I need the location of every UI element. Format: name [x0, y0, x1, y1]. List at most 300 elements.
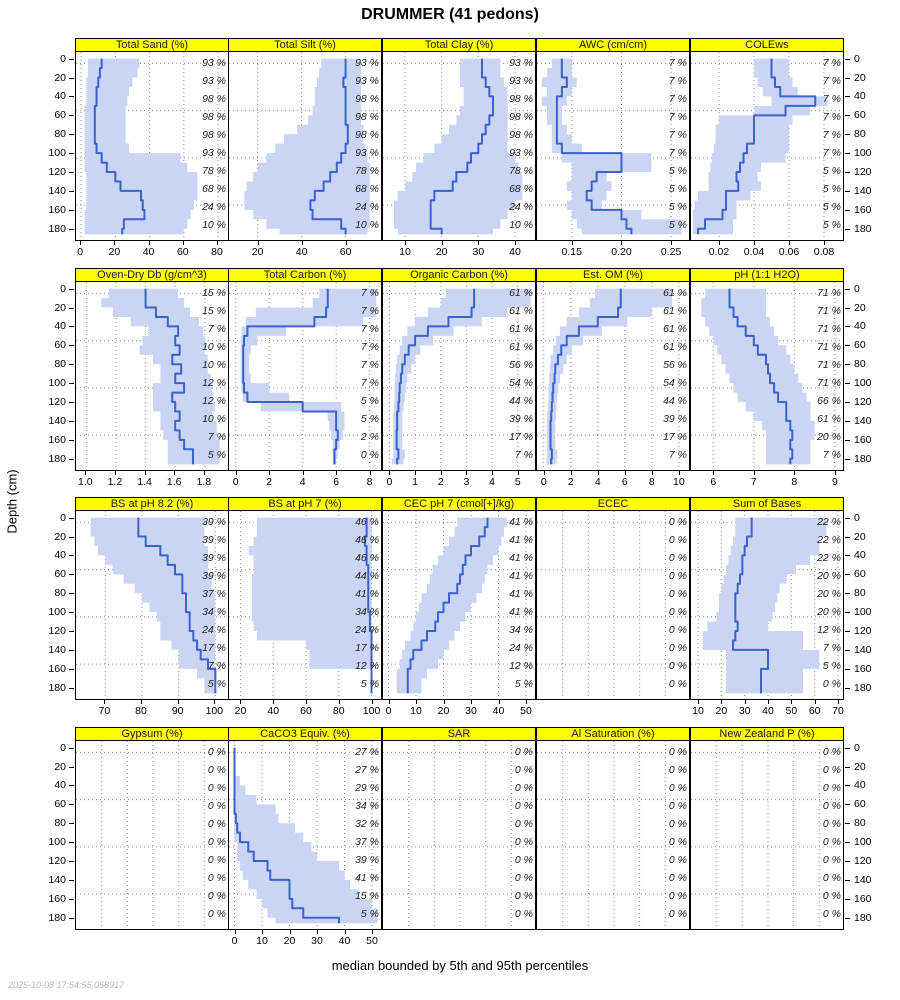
contributing-fraction-label: 61 %	[509, 341, 533, 353]
contributing-fraction-label: 7 %	[822, 57, 841, 69]
contributing-fraction-label: 0 %	[514, 818, 533, 830]
contributing-fraction-label: 5 %	[668, 165, 687, 177]
contributing-fraction-label: 7 %	[668, 111, 687, 123]
depth-tick-mark	[845, 210, 850, 211]
contributing-fraction-label: 61 %	[663, 305, 687, 317]
x-tick-label: 60	[300, 705, 312, 717]
x-axis-oven-dry-db	[75, 471, 229, 487]
x-tick-mark	[444, 700, 445, 704]
depth-tick-label: 40	[54, 549, 66, 562]
contributing-fraction-label: 10 %	[202, 413, 226, 425]
depth-tick-mark	[69, 593, 74, 594]
contributing-fraction-label: 0 %	[514, 908, 533, 920]
depth-tick-mark	[69, 785, 74, 786]
contributing-fraction-label: 5 %	[822, 183, 841, 195]
panel-plot-total-clay	[382, 52, 536, 241]
contributing-fraction-label: 71 %	[817, 377, 841, 389]
contributing-fraction-label: 0 %	[668, 782, 687, 794]
x-tick-mark	[85, 471, 86, 475]
x-axis-total-sand	[75, 241, 229, 257]
depth-tick-label: 0	[854, 741, 860, 754]
depth-tick-label: 160	[854, 662, 872, 675]
depth-tick-mark	[845, 767, 850, 768]
depth-tick-mark	[845, 229, 850, 230]
depth-tick-mark	[69, 289, 74, 290]
x-tick-label: 6	[333, 476, 340, 488]
contributing-fraction-label: 10 %	[202, 341, 226, 353]
x-tick-mark	[217, 241, 218, 245]
panel-strip-awc: AWC (cm/cm)	[536, 38, 690, 52]
contributing-fraction-label: 0 %	[668, 660, 687, 672]
x-tick-mark	[754, 471, 755, 475]
contributing-fraction-label: 7 %	[822, 75, 841, 87]
depth-tick-mark	[845, 555, 850, 556]
contributing-fraction-label: 61 %	[509, 287, 533, 299]
depth-tick-label: 20	[854, 760, 866, 773]
depth-tick-mark	[845, 96, 850, 97]
depth-tick-label: 120	[48, 855, 66, 867]
depth-tick-label: 180	[854, 452, 872, 465]
panel-plot-sar	[382, 741, 536, 930]
x-tick-label: 3	[463, 476, 470, 488]
contributing-fraction-label: 54 %	[509, 377, 533, 389]
x-tick-mark	[478, 241, 479, 245]
depth-tick-label: 160	[48, 203, 66, 216]
depth-tick-label: 120	[854, 625, 872, 637]
x-tick-label: 8	[791, 476, 798, 488]
contributing-fraction-label: 0 %	[822, 890, 841, 902]
x-tick-mark	[719, 241, 720, 245]
contributing-fraction-label: 0 %	[668, 552, 687, 564]
depth-tick-label: 20	[854, 71, 866, 84]
contributing-fraction-label: 0 %	[207, 872, 226, 884]
x-tick-label: 8	[366, 476, 373, 488]
contributing-fraction-label: 98 %	[509, 93, 533, 105]
depth-tick-label: 40	[854, 549, 866, 562]
panel-plot-sum-of-bases	[690, 511, 844, 700]
x-tick-mark	[789, 241, 790, 245]
contributing-fraction-label: 10 %	[509, 219, 533, 231]
panel-cec-ph-7	[382, 497, 536, 700]
x-tick-label: 4	[299, 476, 306, 488]
contributing-fraction-label: 0 %	[360, 449, 379, 461]
x-tick-mark	[824, 241, 825, 245]
x-tick-mark	[405, 241, 406, 245]
depth-tick-mark	[69, 555, 74, 556]
contributing-fraction-label: 39 %	[202, 570, 226, 582]
contributing-fraction-label: 7 %	[207, 431, 226, 443]
contributing-fraction-label: 34 %	[355, 606, 379, 618]
x-axis-organic-carbon	[383, 471, 537, 487]
depth-tick-label: 180	[854, 681, 872, 694]
contributing-fraction-label: 41 %	[509, 606, 533, 618]
contributing-fraction-label: 68 %	[509, 183, 533, 195]
contributing-fraction-label: 24 %	[202, 201, 226, 213]
depth-tick-mark	[845, 345, 850, 346]
panel-organic-carbon	[382, 268, 536, 471]
x-tick-mark	[621, 241, 622, 245]
contributing-fraction-label: 0 %	[207, 818, 226, 830]
contributing-fraction-label: 39 %	[202, 516, 226, 528]
contributing-fraction-label: 0 %	[207, 746, 226, 758]
panel-strip-total-silt: Total Silt (%)	[228, 38, 382, 52]
contributing-fraction-label: 37 %	[355, 836, 379, 848]
panel-strip-gypsum: Gypsum (%)	[75, 727, 229, 741]
x-tick-label: 40	[295, 246, 308, 258]
depth-tick-label: 140	[854, 643, 872, 656]
x-tick-mark	[815, 700, 816, 704]
depth-tick-mark	[69, 669, 74, 670]
x-tick-label: 20	[251, 246, 264, 258]
depth-tick-mark	[69, 308, 74, 309]
contributing-fraction-label: 7 %	[822, 642, 841, 654]
depth-tick-mark	[69, 172, 74, 173]
depth-tick-mark	[69, 421, 74, 422]
contributing-fraction-label: 0 %	[207, 782, 226, 794]
x-tick-label: 2	[437, 476, 444, 488]
depth-tick-mark	[69, 115, 74, 116]
contributing-fraction-label: 71 %	[817, 305, 841, 317]
contributing-fraction-label: 0 %	[514, 836, 533, 848]
contributing-fraction-label: 0 %	[668, 588, 687, 600]
depth-tick-label: 60	[54, 798, 66, 811]
contributing-fraction-label: 0 %	[822, 836, 841, 848]
contributing-fraction-label: 0 %	[207, 800, 226, 812]
x-tick-mark	[141, 700, 142, 704]
panel-strip-ph: pH (1:1 H2O)	[690, 268, 844, 282]
contributing-fraction-label: 71 %	[817, 323, 841, 335]
contributing-fraction-label: 0 %	[668, 746, 687, 758]
x-tick-mark	[713, 471, 714, 475]
x-tick-label: 6	[710, 476, 717, 488]
x-axis-ph	[691, 471, 845, 487]
contributing-fraction-label: 22 %	[817, 534, 841, 546]
x-tick-label: 1.0	[78, 476, 93, 488]
depth-tick-mark	[845, 134, 850, 135]
x-tick-label: 50	[520, 705, 532, 717]
contributing-fraction-label: 15 %	[202, 305, 226, 317]
contributing-fraction-label: 78 %	[202, 165, 226, 177]
depth-tick-label: 40	[54, 779, 66, 792]
x-tick-mark	[671, 241, 672, 245]
x-tick-label: 100	[205, 705, 224, 717]
contributing-fraction-label: 10 %	[202, 359, 226, 371]
panel-new-zealand-p	[690, 727, 844, 930]
depth-tick-label: 160	[854, 892, 872, 905]
depth-tick-mark	[845, 593, 850, 594]
depth-tick-label: 0	[854, 511, 860, 524]
x-tick-label: 0	[231, 935, 238, 947]
depth-tick-label: 180	[854, 222, 872, 235]
contributing-fraction-label: 39 %	[355, 854, 379, 866]
contributing-fraction-label: 7 %	[668, 129, 687, 141]
contributing-fraction-label: 34 %	[202, 606, 226, 618]
panel-plot-caco3-equiv	[228, 741, 382, 930]
depth-tick-mark	[69, 364, 74, 365]
contributing-fraction-label: 0 %	[668, 606, 687, 618]
depth-tick-mark	[69, 78, 74, 79]
contributing-fraction-label: 0 %	[514, 872, 533, 884]
contributing-fraction-label: 0 %	[668, 570, 687, 582]
depth-tick-mark	[69, 899, 74, 900]
x-tick-mark	[471, 700, 472, 704]
depth-tick-label: 40	[854, 320, 866, 333]
x-tick-mark	[791, 700, 792, 704]
x-tick-label: 10	[692, 705, 704, 717]
depth-tick-label: 20	[854, 530, 866, 543]
depth-tick-mark	[69, 96, 74, 97]
panel-plot-bs-ph-82	[75, 511, 229, 700]
contributing-fraction-label: 61 %	[509, 305, 533, 317]
x-tick-label: 1.4	[137, 476, 152, 488]
contributing-fraction-label: 17 %	[355, 642, 379, 654]
depth-tick-mark	[69, 440, 74, 441]
depth-tick-mark	[845, 650, 850, 651]
depth-tick-label: 0	[60, 282, 66, 295]
depth-tick-label: 20	[54, 760, 66, 773]
x-tick-label: 20	[283, 935, 296, 947]
contributing-fraction-label: 98 %	[355, 111, 379, 123]
contributing-fraction-label: 5 %	[822, 165, 841, 177]
contributing-fraction-label: 7 %	[822, 449, 841, 461]
depth-tick-label: 20	[54, 71, 66, 84]
x-tick-mark	[262, 930, 263, 934]
x-tick-mark	[499, 700, 500, 704]
depth-tick-label: 40	[854, 90, 866, 103]
contributing-fraction-label: 34 %	[355, 800, 379, 812]
depth-tick-mark	[845, 364, 850, 365]
contributing-fraction-label: 68 %	[202, 183, 226, 195]
contributing-fraction-label: 5 %	[360, 908, 379, 920]
contributing-fraction-label: 54 %	[663, 377, 687, 389]
contributing-fraction-label: 15 %	[355, 890, 379, 902]
depth-tick-label: 100	[48, 147, 66, 160]
contributing-fraction-label: 93 %	[509, 57, 533, 69]
depth-tick-mark	[69, 191, 74, 192]
panel-strip-al-saturation: Al Saturation (%)	[536, 727, 690, 741]
x-tick-label: 60	[176, 246, 189, 258]
x-tick-mark	[317, 930, 318, 934]
x-tick-label: 2	[266, 476, 273, 488]
contributing-fraction-label: 12 %	[509, 660, 533, 672]
contributing-fraction-label: 39 %	[663, 413, 687, 425]
contributing-fraction-label: 61 %	[663, 341, 687, 353]
depth-tick-label: 80	[854, 128, 866, 141]
contributing-fraction-label: 17 %	[202, 642, 226, 654]
contributing-fraction-label: 5 %	[360, 395, 379, 407]
x-tick-label: 0	[77, 246, 84, 258]
subtitle-caption: median bounded by 5th and 95th percentiles	[331, 958, 589, 973]
contributing-fraction-label: 32 %	[355, 818, 379, 830]
depth-tick-mark	[69, 612, 74, 613]
x-tick-mark	[625, 471, 626, 475]
contributing-fraction-label: 61 %	[509, 323, 533, 335]
depth-tick-mark	[69, 918, 74, 919]
panel-al-saturation	[536, 727, 690, 930]
contributing-fraction-label: 17 %	[663, 431, 687, 443]
panel-caco3-equiv	[228, 727, 382, 930]
contributing-fraction-label: 29 %	[355, 782, 379, 794]
depth-tick-mark	[845, 842, 850, 843]
depth-tick-label: 60	[54, 109, 66, 122]
contributing-fraction-label: 41 %	[509, 588, 533, 600]
depth-tick-mark	[845, 880, 850, 881]
depth-tick-label: 0	[854, 282, 860, 295]
contributing-fraction-label: 20 %	[817, 606, 841, 618]
x-tick-mark	[346, 241, 347, 245]
depth-tick-mark	[845, 59, 850, 60]
x-tick-mark	[754, 241, 755, 245]
depth-tick-label: 80	[54, 358, 66, 371]
depth-tick-label: 180	[48, 681, 66, 694]
depth-tick-label: 0	[854, 52, 860, 65]
x-tick-mark	[235, 930, 236, 934]
depth-tick-label: 0	[60, 511, 66, 524]
contributing-fraction-label: 12 %	[202, 395, 226, 407]
depth-tick-label: 120	[48, 396, 66, 408]
panel-awc	[536, 38, 690, 241]
x-tick-mark	[80, 241, 81, 245]
contributing-fraction-label: 98 %	[202, 111, 226, 123]
panel-est-om	[536, 268, 690, 471]
x-tick-mark	[273, 700, 274, 704]
depth-tick-mark	[69, 880, 74, 881]
contributing-fraction-label: 98 %	[355, 93, 379, 105]
depth-tick-label: 100	[48, 836, 66, 849]
x-tick-label: 40	[338, 935, 351, 947]
x-tick-mark	[518, 471, 519, 475]
contributing-fraction-label: 41 %	[509, 570, 533, 582]
depth-tick-mark	[69, 688, 74, 689]
panel-bs-ph-7	[228, 497, 382, 700]
x-tick-mark	[768, 700, 769, 704]
contributing-fraction-label: 0 %	[822, 854, 841, 866]
depth-tick-mark	[69, 402, 74, 403]
x-tick-label: 10	[256, 935, 268, 947]
depth-tick-label: 140	[48, 184, 66, 197]
depth-tick-mark	[69, 537, 74, 538]
depth-tick-label: 100	[48, 606, 66, 619]
panel-plot-cec-ph-7	[382, 511, 536, 700]
panel-plot-ecec	[536, 511, 690, 700]
panel-strip-total-clay: Total Clay (%)	[382, 38, 536, 52]
contributing-fraction-label: 39 %	[509, 413, 533, 425]
depth-tick-label: 100	[854, 377, 872, 390]
contributing-fraction-label: 0 %	[514, 890, 533, 902]
panel-strip-bs-ph-7: BS at pH 7 (%)	[228, 497, 382, 511]
panel-ph	[690, 268, 844, 471]
panel-sar	[382, 727, 536, 930]
contributing-fraction-label: 0 %	[207, 908, 226, 920]
contributing-fraction-label: 56 %	[663, 359, 687, 371]
depth-tick-mark	[845, 440, 850, 441]
depth-tick-label: 80	[54, 817, 66, 830]
contributing-fraction-label: 46 %	[355, 534, 379, 546]
x-tick-label: 6	[621, 476, 628, 488]
contributing-fraction-label: 93 %	[355, 147, 379, 159]
depth-tick-mark	[845, 115, 850, 116]
x-tick-mark	[441, 471, 442, 475]
x-tick-label: 20	[715, 705, 728, 717]
contributing-fraction-label: 0 %	[514, 746, 533, 758]
contributing-fraction-label: 10 %	[355, 219, 379, 231]
contributing-fraction-label: 7 %	[360, 341, 379, 353]
depth-tick-label: 80	[854, 587, 866, 600]
x-tick-label: 10	[672, 476, 685, 488]
contributing-fraction-label: 20 %	[817, 570, 841, 582]
contributing-fraction-label: 7 %	[668, 75, 687, 87]
x-tick-label: 4	[594, 476, 601, 488]
contributing-fraction-label: 0 %	[668, 908, 687, 920]
x-tick-label: 0.15	[561, 246, 582, 258]
x-tick-mark	[370, 471, 371, 475]
panel-plot-colews	[690, 52, 844, 241]
depth-tick-mark	[69, 383, 74, 384]
x-tick-label: 4	[489, 476, 495, 488]
x-tick-label: 60	[339, 246, 352, 258]
contributing-fraction-label: 78 %	[355, 165, 379, 177]
contributing-fraction-label: 44 %	[355, 570, 379, 582]
x-tick-label: 0	[540, 476, 547, 488]
depth-tick-mark	[69, 459, 74, 460]
x-tick-mark	[698, 700, 699, 704]
x-tick-mark	[339, 700, 340, 704]
depth-tick-mark	[845, 631, 850, 632]
contributing-fraction-label: 24 %	[355, 201, 379, 213]
contributing-fraction-label: 0 %	[822, 872, 841, 884]
x-tick-mark	[204, 471, 205, 475]
contributing-fraction-label: 5 %	[668, 201, 687, 213]
panel-strip-ecec: ECEC	[536, 497, 690, 511]
contributing-fraction-label: 0 %	[668, 854, 687, 866]
depth-tick-mark	[845, 861, 850, 862]
depth-tick-mark	[845, 153, 850, 154]
contributing-fraction-label: 7 %	[668, 147, 687, 159]
depth-tick-mark	[845, 899, 850, 900]
depth-tick-label: 140	[48, 643, 66, 656]
depth-tick-mark	[69, 804, 74, 805]
contributing-fraction-label: 93 %	[355, 57, 379, 69]
x-tick-mark	[544, 471, 545, 475]
contributing-fraction-label: 12 %	[202, 377, 226, 389]
x-tick-mark	[336, 471, 337, 475]
contributing-fraction-label: 0 %	[668, 764, 687, 776]
contributing-fraction-label: 0 %	[822, 764, 841, 776]
x-tick-mark	[104, 700, 105, 704]
depth-tick-mark	[845, 172, 850, 173]
x-tick-label: 30	[738, 705, 751, 717]
x-tick-label: 1.6	[166, 476, 182, 488]
depth-tick-label: 0	[60, 741, 66, 754]
depth-tick-mark	[845, 383, 850, 384]
depth-tick-label: 140	[854, 414, 872, 427]
depth-tick-mark	[845, 459, 850, 460]
contributing-fraction-label: 7 %	[668, 449, 687, 461]
x-tick-mark	[303, 471, 304, 475]
depth-tick-mark	[69, 631, 74, 632]
contributing-fraction-label: 15 %	[202, 287, 226, 299]
x-tick-mark	[598, 471, 599, 475]
contributing-fraction-label: 0 %	[514, 800, 533, 812]
x-tick-mark	[679, 471, 680, 475]
x-tick-label: 20	[108, 246, 121, 258]
x-tick-mark	[652, 471, 653, 475]
plot-title: DRUMMER (41 pedons)	[361, 6, 539, 23]
x-tick-label: 30	[311, 935, 323, 947]
panel-strip-cec-ph-7: CEC pH 7 (cmol[+]/kg)	[382, 497, 536, 511]
x-tick-label: 0.08	[813, 246, 835, 258]
depth-tick-label: 60	[854, 339, 866, 352]
